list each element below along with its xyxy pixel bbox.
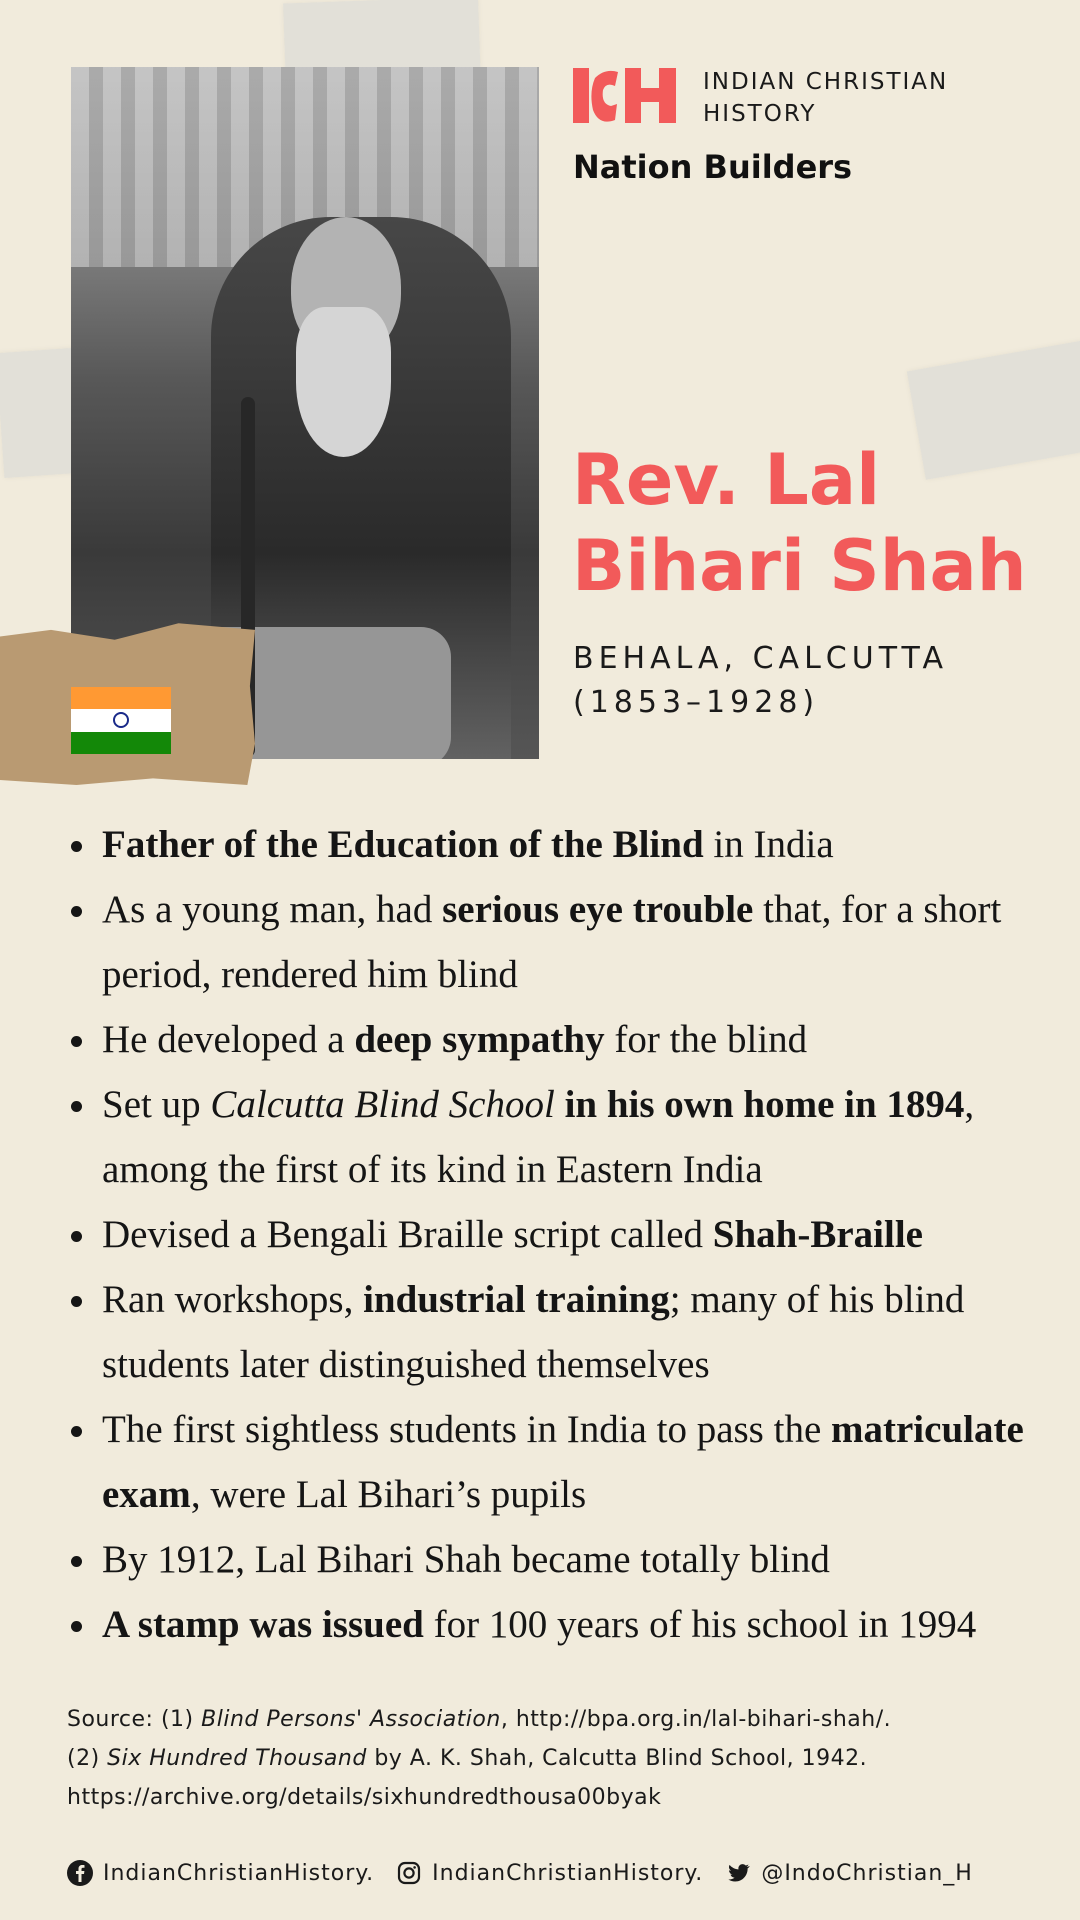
fact-item [100,1592,1060,1657]
fact-text: that, for a short period, rendered him blind [102,888,1002,996]
fact-item [100,877,1060,1007]
source-prefix2: (2) [67,1746,108,1771]
fact-text: Ran workshops, [102,1278,364,1321]
fact-item [100,1267,1060,1397]
place-years [573,637,948,725]
source-line2 [67,1739,1047,1778]
instagram-icon[interactable] [396,1860,422,1886]
india-flag-icon [71,687,171,754]
fact-item [100,1202,1060,1267]
fact-item [100,1527,1060,1592]
social-links [67,1855,973,1891]
twitter-handle[interactable]: @IndoChristian_H [761,1860,973,1886]
facebook-handle[interactable]: IndianChristianHistory. [103,1860,375,1886]
fact-text: serious eye trouble [442,888,754,931]
instagram-handle[interactable]: IndianChristianHistory. [432,1860,704,1886]
brand-line1: INDIAN CHRISTIAN [703,69,949,95]
fact-text: As a young man, had [102,888,443,931]
fact-item [100,1072,1060,1202]
fact-text [555,1083,565,1126]
fact-text: for the blind [604,1018,808,1061]
place: BEHALA, CALCUTTA [573,641,949,676]
person-name [572,437,1042,609]
source-rest2: by A. K. Shah, Calcutta Blind School, 1942. [366,1746,868,1771]
source-citation [67,1700,1047,1817]
facts-list [67,812,1060,1657]
fact-text: in India [703,823,834,866]
name-line2: Bihari Shah [572,525,1027,607]
fact-item [100,1397,1060,1527]
fact-text: Father of the Education of the Blind [102,823,704,866]
fact-item [100,812,1060,877]
fact-text: for 100 years of his school in 1994 [423,1603,977,1646]
fact-text: The first sightless students in India to pass the [102,1408,832,1451]
source-line1 [67,1700,1047,1739]
fact-text: deep sympathy [354,1018,605,1061]
fact-text: in his own home in 1894 [564,1083,965,1126]
years: (1853–1928) [573,685,820,720]
series-title: Nation Builders [573,148,853,186]
fact-text: , among the first of its kind in Eastern India [102,1083,975,1191]
facebook-icon[interactable] [67,1860,93,1886]
source-url: https://archive.org/details/sixhundredthousa00byak [67,1785,662,1810]
brand-name [703,66,948,130]
fact-text: ; many of his blind students later distinguished themselves [102,1278,965,1386]
fact-item [100,1007,1060,1072]
fact-text: Devised a Bengali Braille script called [102,1213,713,1256]
source-rest1: , http://bpa.org.in/lal-bihari-shah/. [500,1707,892,1732]
source-prefix: Source: (1) [67,1707,202,1732]
source-title2: Six Hundred Thousand [107,1746,367,1771]
fact-text: He developed a [102,1018,355,1061]
ich-logo-icon [573,68,676,123]
fact-text: matriculate exam [102,1408,1024,1516]
fact-text: , were Lal Bihari’s pupils [190,1473,587,1516]
fact-text: By 1912, Lal Bihari Shah became totally blind [102,1538,830,1581]
fact-text: Set up [102,1083,211,1126]
name-line1: Rev. Lal [572,439,881,521]
brand-line2: HISTORY [703,101,817,127]
fact-text: Shah-Braille [712,1213,923,1256]
fact-text: A stamp was issued [102,1603,424,1646]
source-title1: Blind Persons' Association [201,1707,501,1732]
twitter-icon[interactable] [725,1860,751,1886]
fact-text: Calcutta Blind School [210,1083,555,1126]
fact-text: industrial training [363,1278,670,1321]
